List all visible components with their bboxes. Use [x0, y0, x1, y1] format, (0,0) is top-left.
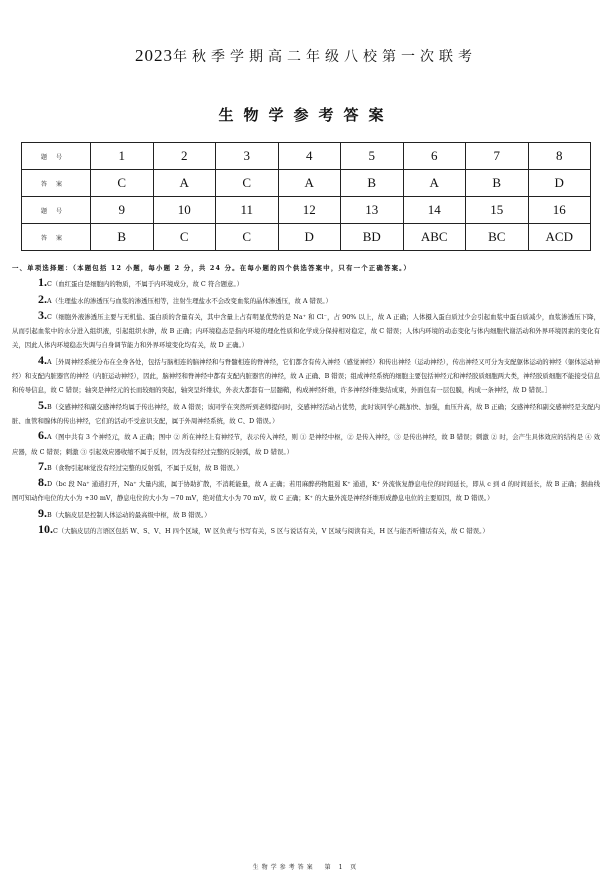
answer-cell: C: [216, 170, 279, 197]
answer-cell: ACD: [528, 224, 591, 251]
question-number-cell: 12: [278, 197, 341, 224]
explanation-text: A（图中共有 3 个神经元，故 A 正确；图中 ② 所在神经上有神经节，表示传入神经，则 ① 是神经中枢，② 是传入神经，③ 是传出神经，故 B 错误；刺激 ② 时，会产生具体效应的结构是 ④ 效应器，故 C 错误；刺激 ③ 引起效应器收缩不属于反射，因为没有经过完整的反射弧，故 D 错误。）: [12, 433, 600, 456]
question-number-cell: 13: [341, 197, 404, 224]
question-number: 10.: [38, 522, 53, 537]
answer-cell: BC: [466, 224, 529, 251]
question-explanation: [12, 459, 600, 475]
answer-cell: BD: [341, 224, 404, 251]
question-number: 8.: [38, 475, 47, 490]
question-number: 5.: [38, 397, 47, 412]
answer-cell: A: [153, 170, 216, 197]
answer-cell: B: [91, 224, 154, 251]
answer-cell: D: [528, 170, 591, 197]
row-label: 答案: [22, 170, 91, 197]
question-explanation: [12, 398, 600, 429]
answer-cell: D: [278, 224, 341, 251]
row-label: 题号: [22, 143, 91, 170]
question-number-cell: 2: [153, 143, 216, 170]
explanation-text: C（大脑皮层的言语区包括 W、S、V、H 四个区域，W 区负责与书写有关，S 区与说话有关，V 区域与阅读有关，H 区与能否听懂话有关，故 C 错误。）: [53, 527, 489, 536]
page-footer: 生物学参考答案 第 1 页: [252, 864, 360, 871]
question-explanation: [12, 475, 600, 506]
question-number-cell: 5: [341, 143, 404, 170]
question-number-row: [22, 197, 591, 224]
question-number-cell: 15: [466, 197, 529, 224]
question-number-cell: 3: [216, 143, 279, 170]
answer-row: [22, 170, 591, 197]
question-explanation: [12, 275, 600, 291]
question-number-cell: 1: [91, 143, 154, 170]
title-text: 年秋季学期高二年级八校第一次联考: [173, 49, 477, 65]
question-number-row: [22, 143, 591, 170]
answer-cell: C: [216, 224, 279, 251]
question-number: 1.: [38, 275, 47, 290]
explanation-text: C（细胞外液渗透压主要与无机盐、蛋白质的含量有关，其中含量上占有明显优势的是 Na⁺ 和 Cl⁻，占 90% 以上，故 A 正确；人体摄入蛋白质过少会引起血浆中蛋白质减少，血浆渗透压下降，从而引起血浆中的水分进入组织液，引起组织水肿，故 B 正确；内环境稳态是指内环境的理化性质和化学成分保持相对稳定，故 C 错误；人体内环境的动态变化与体内细胞代谢活动和外界环境因素的变化有关，因此人体内环境稳态失调与自身调节能力和外界环境变化均有关，故 D 正确。）: [12, 312, 600, 350]
answer-cell: C: [153, 224, 216, 251]
question-explanation: [12, 506, 600, 522]
question-number: 9.: [38, 505, 47, 520]
question-explanation: [12, 353, 600, 398]
title-year: 2023: [135, 46, 173, 65]
answer-explanations: [12, 261, 600, 538]
row-label: 题号: [22, 197, 91, 224]
answer-cell: A: [278, 170, 341, 197]
section-heading: 一、单项选择题：（本题包括 12 小题，每小题 2 分，共 24 分。在每小题的四个供选答案中，只有一个正确答案。）: [12, 264, 412, 272]
question-number-cell: 9: [91, 197, 154, 224]
question-explanation: [12, 308, 600, 353]
page-title: [0, 46, 612, 66]
answer-cell: B: [466, 170, 529, 197]
explanation-text: B（交感神经和副交感神经均属于传出神经，故 A 错误；该同学在突然听到老师提问时，交感神经活动占优势，此时该同学心跳加快、加强，血压升高，故 B 正确；交感神经和副交感神经是支配内脏、血管和腺体的传出神经，它们的活动不受意识支配，属于外周神经系统，故 C、D 错误。）: [12, 402, 600, 425]
explanation-text: D（bc 段 Na⁺ 通道打开，Na⁺ 大量内流，属于协助扩散，不消耗能量，故 A 正确；若用麻醉药物阻遏 K⁺ 通道，K⁺ 外流恢复静息电位的时间延长，即从 c 到 d 的时间延长，故 B 正确；据曲线图可知动作电位的大小为 +30 mV，静息电位的大小为 −70 mV，绝对值大小为 70 mV，故 C 正确；K⁺ 的大量外流是神经纤维形成静息电位的主要原因，故 D 错误。）: [12, 480, 600, 503]
question-number-cell: 16: [528, 197, 591, 224]
question-number-cell: 4: [278, 143, 341, 170]
question-number-cell: 6: [403, 143, 466, 170]
question-number: 2.: [38, 291, 47, 306]
question-number-cell: 8: [528, 143, 591, 170]
answer-cell: C: [91, 170, 154, 197]
question-number: 7.: [38, 458, 47, 473]
answer-cell: ABC: [403, 224, 466, 251]
question-number-cell: 11: [216, 197, 279, 224]
question-number: 3.: [38, 307, 47, 322]
question-explanation: [12, 522, 600, 538]
document-subtitle: 生物学参考答案: [218, 106, 394, 124]
answer-table: [21, 142, 591, 251]
explanation-text: C（血红蛋白是细胞内的物质，不属于内环境成分，故 C 符合题意。）: [47, 280, 243, 289]
question-explanation: [12, 292, 600, 308]
answer-row: [22, 224, 591, 251]
question-number: 4.: [38, 352, 47, 367]
question-explanation: [12, 428, 600, 459]
answer-cell: A: [403, 170, 466, 197]
question-number-cell: 10: [153, 197, 216, 224]
question-number-cell: 7: [466, 143, 529, 170]
explanation-text: B（大脑皮层是控制人体运动的最高级中枢，故 B 错误。）: [47, 510, 211, 519]
row-label: 答案: [22, 224, 91, 251]
explanation-text: A［外周神经系统分布在全身各处，包括与脑相连的脑神经和与脊髓相连的脊神经，它们都含有传入神经（感觉神经）和传出神经（运动神经），传出神经又可分为支配躯体运动的神经（躯体运动神经）和支配内脏器官的神经（内脏运动神经），因此，脑神经和脊神经中都有支配内脏器官的神经，故 A 正确、B 错误；组成神经系统的细胞主要包括神经元和神经胶质细胞两大类，神经胶质细胞不能接受信息和传导信息，故 C 错误；轴突是神经元的长而较细的突起，轴突呈纤维状，外表大都套有一层髓鞘，构成神经纤维，许多神经纤维集结成束，外面包有一层包膜，构成一条神经，故 D 错误。］: [12, 357, 600, 395]
explanation-text: A（生理盐水的渗透压与血浆的渗透压相等，注射生理盐水不会改变血浆的晶体渗透压，故 A 错误。）: [47, 296, 332, 305]
question-number: 6.: [38, 428, 47, 443]
question-list: [12, 275, 600, 538]
answer-cell: B: [341, 170, 404, 197]
question-number-cell: 14: [403, 197, 466, 224]
explanation-text: B（食物引起味觉没有经过完整的反射弧，不属于反射，故 B 错误。）: [47, 463, 243, 472]
